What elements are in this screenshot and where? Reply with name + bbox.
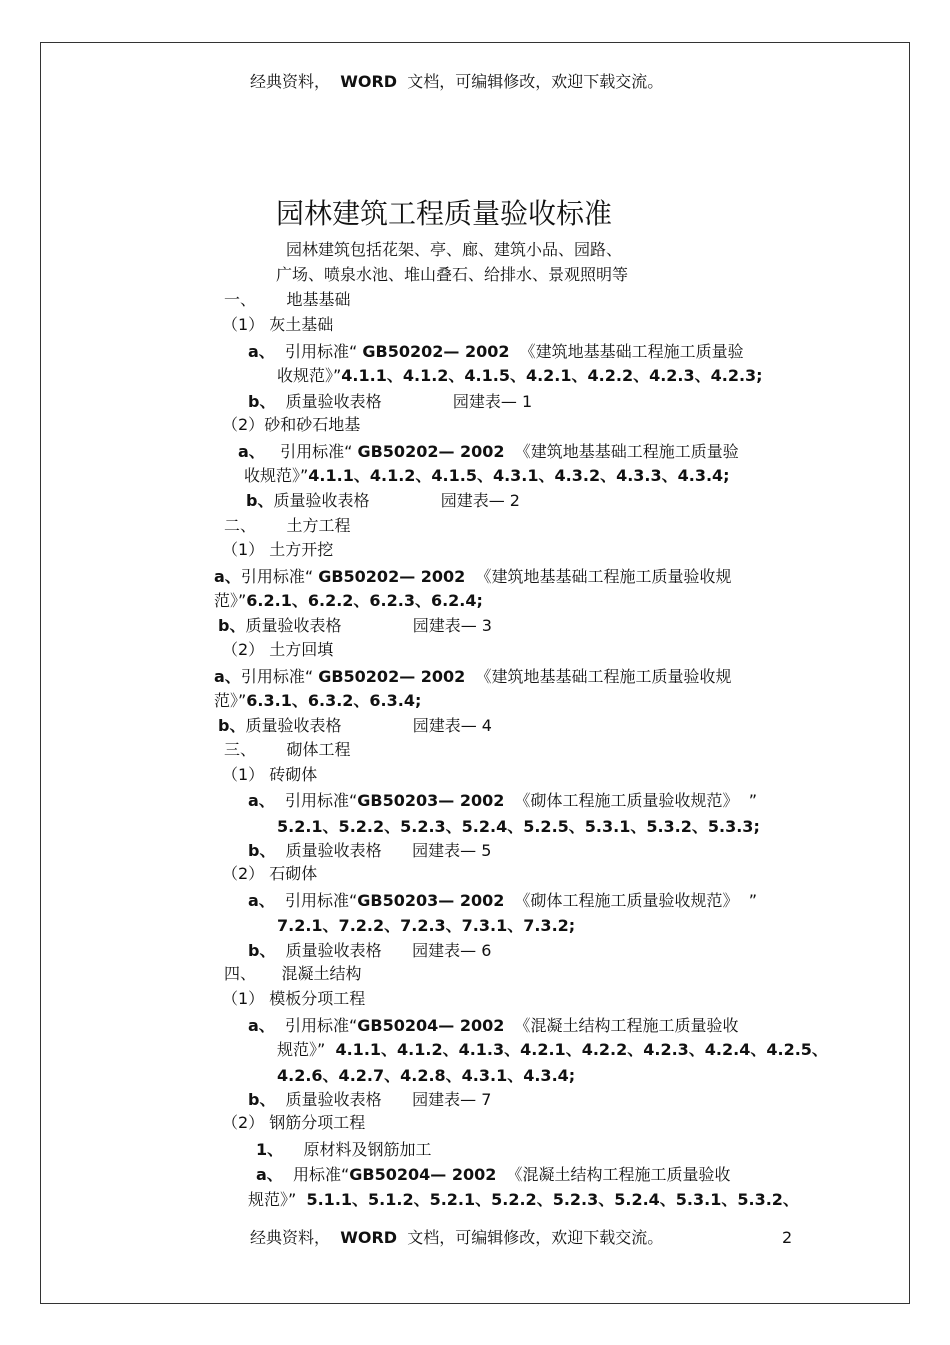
standard-clauses-line: 7.2.1、7.2.2、7.2.3、7.3.1、7.3.2; — [277, 916, 576, 935]
standard-clauses-line: 规范》” 4.1.1、4.1.2、4.1.3、4.2.1、4.2.2、4.2.3、4.2.4、4.2.5、 — [277, 1040, 828, 1059]
standard-ref-line: a、引用标准“ GB50202— 2002 《建筑地基基础工程施工质量验收规 — [214, 567, 732, 586]
intro-line-1: 园林建筑包括花架、亭、廊、建筑小品、园路、 — [286, 240, 623, 259]
standard-ref-line: a、 引用标准“GB50203— 2002 《砌体工程施工质量验收规范》 ” — [248, 891, 758, 910]
subsection-heading: （1） 灰土基础 — [222, 315, 334, 334]
standard-clauses-line: 范》”6.2.1、6.2.2、6.2.3、6.2.4; — [214, 591, 483, 610]
form-ref-line: b、质量验收表格 园建表— 3 — [218, 616, 492, 635]
subsection-heading: （1） 砖砌体 — [222, 765, 318, 784]
page-header: 经典资料， WORD 文档，可编辑修改，欢迎下载交流。 — [250, 72, 664, 91]
standard-ref-line: a、 用标准“GB50204— 2002 《混凝土结构工程施工质量验收 — [256, 1165, 731, 1184]
standard-ref-line: a、引用标准“ GB50202— 2002 《建筑地基基础工程施工质量验收规 — [214, 667, 732, 686]
form-ref-line: b、 质量验收表格 园建表— 6 — [248, 941, 492, 960]
form-ref-line: b、质量验收表格 园建表— 2 — [246, 491, 520, 510]
section-heading: 二、 土方工程 — [224, 516, 351, 535]
standard-clauses-line: 5.2.1、5.2.2、5.2.3、5.2.4、5.2.5、5.3.1、5.3.2、5.3.3; — [277, 817, 760, 836]
section-heading: 一、 地基基础 — [224, 290, 351, 309]
standard-clauses-line: 范》”6.3.1、6.3.2、6.3.4; — [214, 691, 422, 710]
intro-line-2: 广场、喷泉水池、堆山叠石、给排水、景观照明等 — [276, 265, 629, 284]
page-number: 2 — [782, 1228, 793, 1247]
standard-ref-line: a、 引用标准“ GB50202— 2002 《建筑地基基础工程施工质量验 — [238, 442, 739, 461]
standard-ref-line: a、 引用标准“ GB50202— 2002 《建筑地基基础工程施工质量验 — [248, 342, 744, 361]
subsection-heading: （1） 模板分项工程 — [222, 989, 366, 1008]
standard-ref-line: a、 引用标准“GB50203— 2002 《砌体工程施工质量验收规范》 ” — [248, 791, 758, 810]
standard-ref-line: a、 引用标准“GB50204— 2002 《混凝土结构工程施工质量验收 — [248, 1016, 739, 1035]
section-heading: 三、 砌体工程 — [224, 740, 351, 759]
standard-clauses-line: 规范》” 5.1.1、5.1.2、5.2.1、5.2.2、5.2.3、5.2.4、5.3.1、5.3.2、 — [248, 1190, 799, 1209]
form-ref-line: b、 质量验收表格 园建表— 5 — [248, 841, 492, 860]
subsection-heading: （2） 石砌体 — [222, 864, 318, 883]
standard-clauses-line: 4.2.6、4.2.7、4.2.8、4.3.1、4.3.4; — [277, 1066, 576, 1085]
subsection-heading: （2）砂和砂石地基 — [222, 415, 361, 434]
page-footer: 经典资料， WORD 文档，可编辑修改，欢迎下载交流。 — [250, 1228, 664, 1247]
standard-clauses-line: 收规范》”4.1.1、4.1.2、4.1.5、4.3.1、4.3.2、4.3.3、4.3.4; — [244, 466, 730, 485]
subsection-heading: （2） 土方回填 — [222, 640, 334, 659]
subsection-heading: （1） 土方开挖 — [222, 540, 334, 559]
form-ref-line: b、质量验收表格 园建表— 4 — [218, 716, 492, 735]
form-ref-line: b、 质量验收表格 园建表— 1 — [248, 392, 533, 411]
subsection-heading: （2） 钢筋分项工程 — [222, 1113, 366, 1132]
document-title: 园林建筑工程质量验收标准 — [276, 197, 613, 230]
section-heading: 四、 混凝土结构 — [224, 964, 362, 983]
item-heading: 1、 原材料及钢筋加工 — [256, 1140, 432, 1159]
standard-clauses-line: 收规范》”4.1.1、4.1.2、4.1.5、4.2.1、4.2.2、4.2.3、4.2.3; — [277, 366, 763, 385]
form-ref-line: b、 质量验收表格 园建表— 7 — [248, 1090, 492, 1109]
